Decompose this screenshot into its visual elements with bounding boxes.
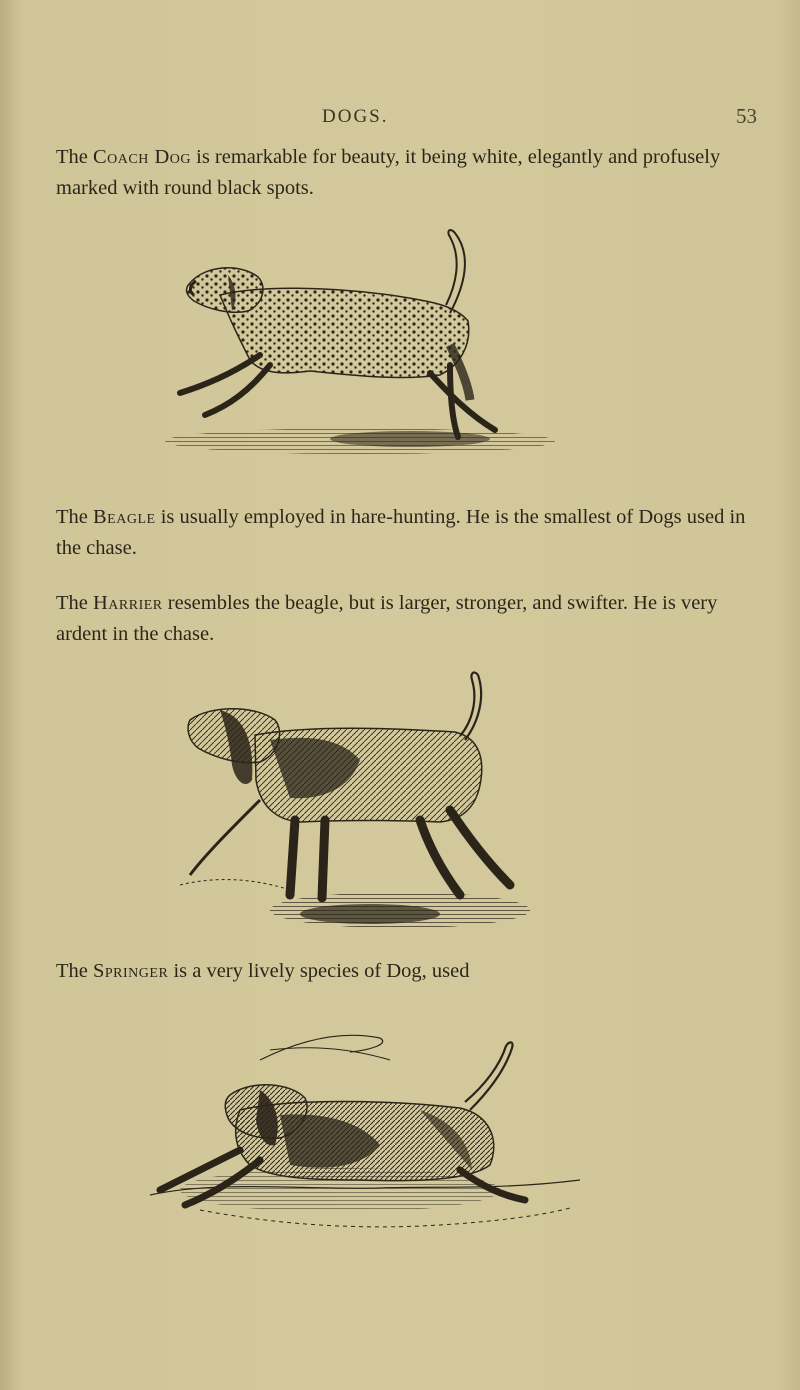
breed-name-harrier: Harrier xyxy=(93,592,163,614)
paragraph-coach-dog xyxy=(56,142,746,204)
paragraph-lead: The xyxy=(56,506,93,528)
paragraph-springer xyxy=(56,956,746,987)
page-number: 53 xyxy=(736,104,757,128)
breed-name-springer: Springer xyxy=(93,960,169,982)
paragraph-harrier xyxy=(56,588,746,650)
running-title: DOGS. xyxy=(322,106,389,127)
breed-name-coach-dog: Coach Dog xyxy=(93,146,191,168)
coach-dog-engraving xyxy=(150,225,590,475)
illustration-harrier xyxy=(160,670,580,940)
breed-name-beagle: Beagle xyxy=(93,506,156,528)
paragraph-beagle xyxy=(56,502,746,564)
paragraph-text: resembles the beagle, but is larger, stronger, and swifter. He is very ardent in the chase. xyxy=(56,592,718,645)
illustration-coach-dog xyxy=(150,225,590,475)
running-head xyxy=(0,106,800,136)
paragraph-lead: The xyxy=(56,146,93,168)
paragraph-lead: The xyxy=(56,960,93,982)
paragraph-text: is a very lively species of Dog, used xyxy=(168,960,470,982)
springer-engraving xyxy=(140,1020,600,1250)
paragraph-lead: The xyxy=(56,592,93,614)
harrier-engraving xyxy=(160,670,580,940)
paragraph-text: is usually employed in hare-hunting. He is the smallest of Dogs used in the chase. xyxy=(56,506,746,559)
paragraph-text: is remarkable for beauty, it being white, elegantly and profusely marked with round black spots. xyxy=(56,146,721,199)
illustration-springer xyxy=(140,1020,600,1250)
